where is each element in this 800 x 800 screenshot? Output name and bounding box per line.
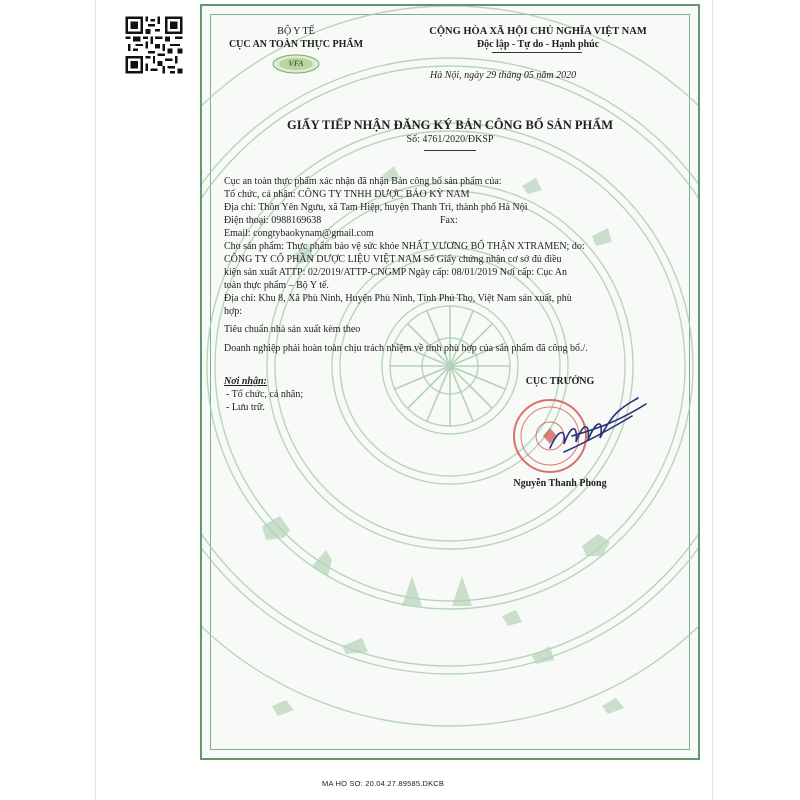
title-underline [424,150,476,151]
body-line-phone: Điện thoại: 0988169638 [224,215,322,226]
body-line-certificate: kiện sản xuất ATTP: 02/2019/ATTP-CNGMP Ngày cấp: 08/01/2019 Nơi cấp: Cục An [224,267,567,278]
page-edge-right [712,0,713,800]
recipient-organization: - Tổ chức, cá nhân; [226,389,304,400]
vfa-logo [272,54,320,74]
body-line-address: Địa chỉ: Thôn Yên Ngưu, xã Tam Hiệp, huyện Thanh Trì, thành phố Hà Nội [224,202,528,213]
qr-code [123,14,185,76]
dossier-code: MA HO SO: 20.04.27.89585.DKCB [322,779,445,788]
document-title: GIẤY TIẾP NHẬN ĐĂNG KÝ BẢN CÔNG BỐ SẢN PHẨM [286,118,614,132]
page-edge-left [95,0,96,800]
body-line-factory-address: Địa chỉ: Khu 8, Xã Phù Ninh, Huyện Phù Ninh, Tỉnh Phú Thọ, Việt Nam sản xuất, phù [224,293,572,304]
certificate-document [200,4,700,760]
body-line-issuer: toàn thực phẩm – Bộ Y tế. [224,280,329,291]
document-number: Số: 4761/2020/ĐKSP [406,134,494,145]
body-line-product: Cho sản phẩm: Thực phẩm bảo vệ sức khỏe NHẤT VƯƠNG BỔ THẬN XTRAMEN; do: [224,241,585,252]
issue-date: Hà Nội, ngày 29 tháng 05 năm 2020 [430,70,577,81]
signature [542,386,662,466]
recipients-heading: Nơi nhận: [224,376,267,387]
body-line-responsibility: Doanh nghiệp phải hoàn toàn chịu trách nhiệm về tính phù hợp của sản phẩm đã công bố./. [224,343,588,354]
recipient-archive: - Lưu trữ. [226,402,265,413]
signer-title: CỤC TRƯỞNG [525,376,595,387]
country-name: CỘNG HÒA XÃ HỘI CHỦ NGHĨA VIỆT NAM [429,26,647,37]
body-line-fax: Fax: [440,215,458,226]
ministry-name: BỘ Y TẾ [277,26,315,37]
signer-name: Nguyễn Thanh Phong [513,478,607,489]
motto-underline [492,52,582,53]
national-motto: Độc lập - Tự do - Hạnh phúc [476,39,600,50]
body-line-organization: Tổ chức, cá nhân: CÔNG TY TNHH DƯỢC BẢO KỲ NAM [224,189,470,200]
body-line-confirmation: Cục an toàn thực phẩm xác nhận đã nhận Bản công bố sản phẩm của: [224,176,502,187]
agency-name: CỤC AN TOÀN THỰC PHẨM [228,39,364,50]
body-line-manufacturer: CÔNG TY CỔ PHẦN DƯỢC LIỆU VIỆT NAM Số Giấy chứng nhận cơ sở đủ điều [224,254,562,265]
body-line-standard: Tiêu chuẩn nhà sản xuất kèm theo [224,324,361,335]
vfa-logo-text: VFA [288,59,304,68]
body-line-email: Email: congtybaokynam@gmail.com [224,228,374,239]
body-line-conformity: hợp: [224,306,243,317]
